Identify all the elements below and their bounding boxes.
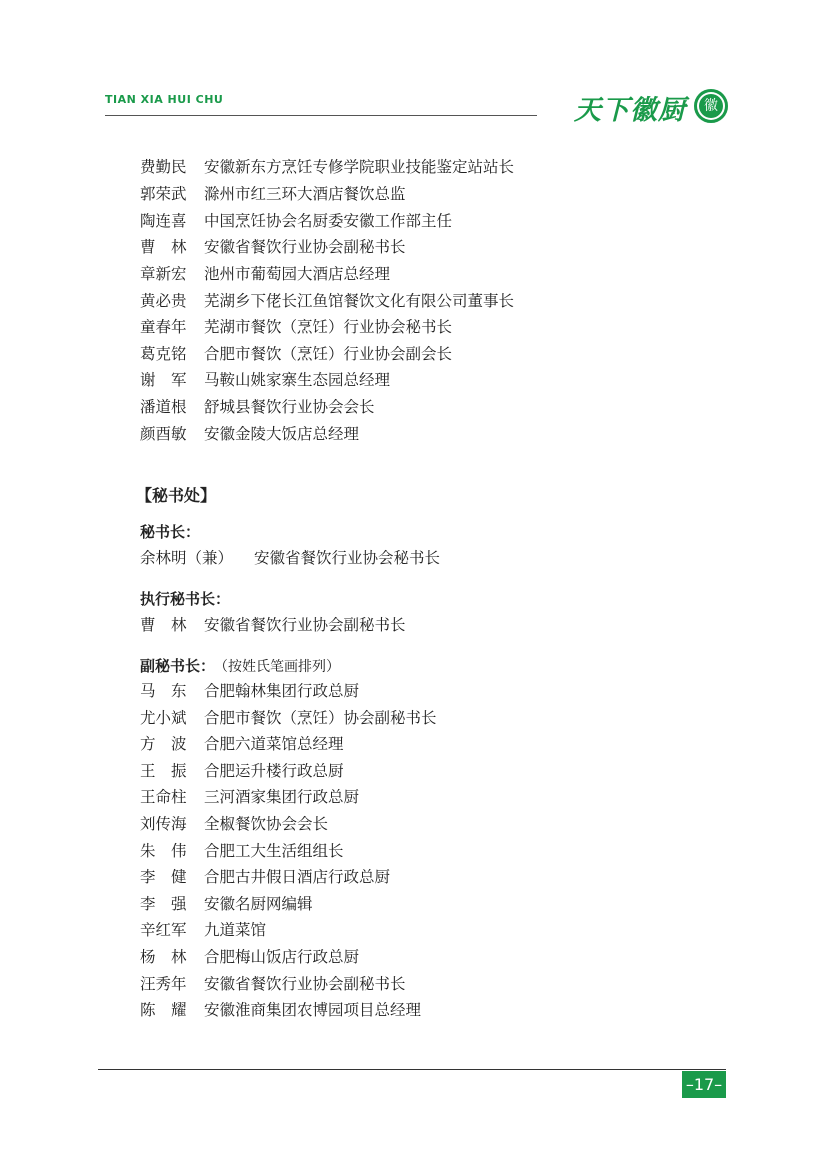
list-item [140,787,359,807]
member-name: 章新宏 [140,265,187,283]
member-title: 安徽省餐饮行业协会副秘书长 [204,238,406,256]
member-name: 陶连喜 [140,212,187,230]
member-title: 合肥翰林集团行政总厨 [204,682,360,700]
page-number: –17– [682,1071,726,1098]
list-item [140,615,406,635]
list-item [140,1000,421,1020]
member-name: 谢 军 [140,371,187,389]
member-name: 黄必贵 [140,292,187,310]
member-title: 九道菜馆 [204,921,267,939]
page-number-value: 17 [693,1075,715,1094]
member-title: 安徽名厨网编辑 [204,895,313,913]
member-title: 马鞍山姚家寨生态园总经理 [204,371,391,389]
list-item [140,708,437,728]
member-name: 童春年 [140,318,187,336]
member-title: 安徽省餐饮行业协会副秘书长 [204,616,406,634]
member-name: 杨 林 [140,948,187,966]
member-title: 芜湖乡下佬长江鱼馆餐饮文化有限公司董事长 [204,292,515,310]
member-name: 李 强 [140,895,187,913]
list-item [140,264,390,284]
role-heading-note: （按姓氏笔画排列） [221,659,341,675]
member-name: 尤小斌 [140,709,187,727]
member-name: 汪秀年 [140,975,187,993]
list-item [140,157,514,177]
list-item [140,681,359,701]
member-name: 辛红军 [140,921,187,939]
role-heading-label: 副秘书长： [140,657,216,675]
list-item [140,841,344,861]
header-rule [105,115,537,116]
member-title: 合肥市餐饮（烹饪）协会副秘书长 [204,709,437,727]
member-name: 李 健 [140,868,187,886]
list-item [140,974,406,994]
list-item [140,894,313,914]
list-item [140,211,452,231]
member-name: 潘道根 [140,398,187,416]
member-name: 郭荣武 [140,185,187,203]
list-item [140,920,266,940]
member-title: 滁州市红三环大酒店餐饮总监 [204,185,406,203]
member-name: 方 波 [140,735,187,753]
list-item [140,317,452,337]
member-title: 安徽淮商集团农博园项目总经理 [204,1001,422,1019]
list-item [140,548,440,568]
member-title: 全椒餐饮协会会长 [204,815,329,833]
member-title: 安徽省餐饮行业协会副秘书长 [204,975,406,993]
logo-text: 天下徽厨 [574,95,686,126]
list-item [140,734,344,754]
member-name: 王 振 [140,762,187,780]
member-name: 刘传海 [140,815,187,833]
role-heading: 执行秘书长： [140,590,231,608]
member-name: 曹 林 [140,238,187,256]
member-title: 池州市葡萄园大酒店总经理 [204,265,391,283]
list-item [140,370,390,390]
list-item [140,947,359,967]
member-name: 余林明（兼） [140,549,234,567]
member-name: 王命柱 [140,788,187,806]
member-name: 费勤民 [140,158,187,176]
footer-rule [98,1069,726,1070]
member-title: 合肥运升楼行政总厨 [204,762,344,780]
role-heading: 秘书长： [140,523,201,541]
member-title: 安徽新东方烹饪专修学院职业技能鉴定站站长 [204,158,515,176]
list-item [140,761,344,781]
member-name: 陈 耀 [140,1001,187,1019]
member-title: 合肥古井假日酒店行政总厨 [204,868,391,886]
member-name: 朱 伟 [140,842,187,860]
list-item [140,344,452,364]
member-title: 合肥六道菜馆总经理 [204,735,344,753]
list-item [140,237,406,257]
member-title: 中国烹饪协会名厨委安徽工作部主任 [204,212,453,230]
member-name: 葛克铭 [140,345,187,363]
list-item [140,184,406,204]
list-item [140,867,390,887]
list-item [140,814,328,834]
member-title: 合肥工大生活组组长 [204,842,344,860]
member-title: 舒城县餐饮行业协会会长 [204,398,375,416]
member-title: 安徽省餐饮行业协会秘书长 [254,549,441,567]
member-name: 马 东 [140,682,187,700]
member-title: 合肥市餐饮（烹饪）行业协会副会长 [204,345,453,363]
member-title: 合肥梅山饭店行政总厨 [204,948,360,966]
list-item [140,291,514,311]
member-title: 三河酒家集团行政总厨 [204,788,360,806]
member-name: 颜酉敏 [140,425,187,443]
member-name: 曹 林 [140,616,187,634]
list-item [140,424,359,444]
role-heading [140,655,340,676]
list-item [140,397,375,417]
running-title: TIAN XIA HUI CHU [105,93,224,106]
logo-seal-icon: 徽 [694,89,728,123]
member-title: 芜湖市餐饮（烹饪）行业协会秘书长 [204,318,453,336]
member-title: 安徽金陵大饭店总经理 [204,425,360,443]
section-title: 【秘书处】 [136,486,217,505]
